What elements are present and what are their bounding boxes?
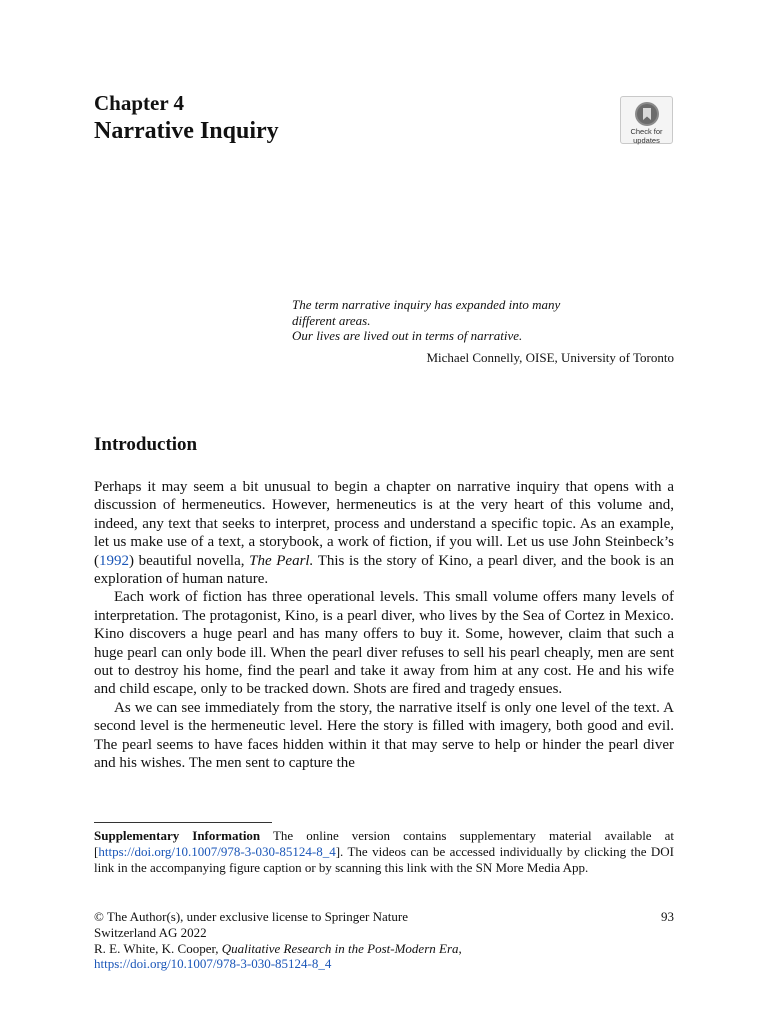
copyright-line: Switzerland AG 2022 [94, 924, 207, 940]
paragraph-text: This is the story of Kino, a pearl diver, and the book is an exploration of human nature. [94, 552, 674, 588]
paragraph: As we can see immediately from the story, the narrative itself is only one level of the text. A second level is the hermeneutic level. Here the story is filled with imagery, both good and evil. The pearl seems to have faces hidden within it that may serve to help or hinder the pearl diver and his wishes. The men sent to capture the [94, 699, 674, 772]
citation-line [94, 941, 654, 957]
footnote-text: ]. The videos can be accessed individually by clicking the DOI link in the accompanying figure caption or by scanning this link with the SN More Media App. [94, 843, 674, 875]
copyright-block [94, 909, 654, 972]
footnote-divider [94, 822, 272, 823]
check-for-updates-badge[interactable] [620, 96, 673, 144]
badge-label-line1: Check for [630, 127, 663, 136]
book-title: The Pearl. [249, 552, 314, 569]
epigraph-quote [292, 297, 674, 344]
paragraph: Each work of fiction has three operational levels. This small volume offers many levels of interpretation. The protagonist, Kino, is a pearl diver, who lives by the Sea of Cortez in Mexico. Kino discovers a huge pearl and has many offers to buy it. Some, however, claim that such a huge pearl can only bode ill. When the pearl diver refuses to sell his pearl cheaply, men are sent out to destroy his home, find the pearl and take it away from him at any cost. He and his wife and child escape, only to be tracked down. Shots are fired and tragedy ensues. [94, 589, 674, 698]
authors: R. E. White, K. Cooper, [94, 940, 222, 956]
epigraph-attribution: Michael Connelly, OISE, University of Toronto [426, 350, 674, 365]
footnote-text: The online version contains supplementary material available at [ [94, 828, 674, 859]
paragraph [94, 478, 674, 588]
citation-link[interactable]: 1992 [99, 552, 129, 569]
chapter-doi-link[interactable]: https://doi.org/10.1007/978-3-030-85124-8_4 [94, 956, 332, 972]
chapter-title: Narrative Inquiry [94, 118, 279, 144]
epigraph-line: different areas. [292, 312, 371, 328]
chapter-label: Chapter 4 [94, 91, 185, 115]
bookmark-icon [634, 101, 660, 127]
page-number: 93 [661, 909, 674, 924]
paragraph-text: ) beautiful novella, [129, 552, 250, 569]
book-title: Qualitative Research in the Post-Modern Era [221, 940, 459, 956]
footnote-heading: Supplementary Information [94, 828, 261, 843]
section-heading: Introduction [94, 434, 198, 455]
epigraph-line: Our lives are lived out in terms of narrative. [292, 328, 523, 343]
body-text [94, 478, 674, 773]
epigraph-line: The term narrative inquiry has expanded into many [292, 297, 561, 312]
badge-label-line2: updates [633, 135, 660, 145]
supplementary-footnote [94, 828, 674, 875]
copyright-line: © The Author(s), under exclusive license to Springer Nature [94, 909, 408, 924]
supplementary-doi-link[interactable]: https://doi.org/10.1007/978-3-030-85124-8_4 [98, 843, 336, 859]
paragraph-text: Perhaps it may seem a bit unusual to begin a chapter on narrative inquiry that opens with a discussion of hermeneutics. However, hermeneutics is at the very heart of this volume and, indeed, any text that seeks to interpret, process and understand a specific topic. As an example, let us make use of a text, a storybook, a work of fiction, if you will. Let us use John Steinbeck’s ( [94, 479, 674, 569]
punctuation: , [458, 940, 462, 956]
